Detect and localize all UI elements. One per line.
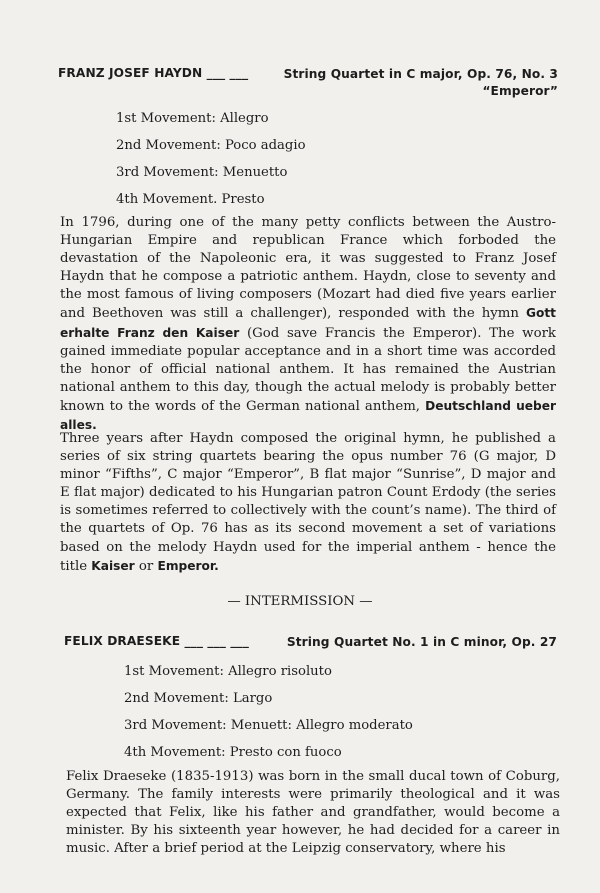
draeseke-movement-list (124, 664, 413, 772)
draeseke-heading (64, 634, 557, 652)
movement-item: 2nd Movement: Largo (124, 691, 273, 706)
quartet-nickname: Kaiser (91, 558, 135, 573)
draeseke-composer: FELIX DRAESEKE ___ ___ ___ (64, 634, 249, 648)
haydn-paragraph-2 (60, 430, 556, 576)
quartet-nickname: Emperor. (157, 558, 219, 573)
movement-item: 3rd Movement: Menuetto (116, 165, 288, 180)
haydn-work-nickname: “Emperor” (482, 84, 558, 98)
haydn-work-title (284, 66, 558, 100)
text-run: Three years after Haydn composed the original hymn, he published a series of six string quartets bearing the opus number 76 (G major, D minor “Fifths”, C major “Emperor”, B flat major “Sunrise”, D major and E flat major) dedicated to his Hungarian patron Count Erdody (the series is sometimes referred to collectively with the count’s name). The third of the quartets of Op. 76 has as its second movement a set of variations based on the melody Haydn used for the imperial anthem - hence the title (60, 431, 556, 574)
text-run: (God save Francis the Emperor). The work gained immediate popular acceptance and in a short time was accorded the honor of official national anthem. It has remained the Austrian national anthem to this day, though the actual melody is probably better known to the words of the German national anthem, (60, 325, 556, 414)
text-run: or (134, 558, 158, 574)
hymn-title: Gott erhalte Franz den Kaiser (60, 306, 556, 340)
draeseke-paragraph-1: Felix Draeseke (1835-1913) was born in the small ducal town of Coburg, Germany. The family interests were primarily theological and it was expected that Felix, like his father and grandfather, would become a minister. By his sixteenth year however, he had decided for a career in music. After a brief period at the Leipzig conservatory, where his (66, 769, 560, 857)
haydn-composer: FRANZ JOSEF HAYDN ___ ___ (58, 66, 249, 80)
draeseke-work-title (287, 634, 557, 651)
intermission-divider: — INTERMISSION — (227, 594, 373, 609)
movement-item: 3rd Movement: Menuett: Allegro moderato (124, 718, 413, 733)
haydn-work-line1: String Quartet in C major, Op. 76, No. 3 (283, 67, 558, 81)
movement-item: 1st Movement: Allegro (116, 111, 269, 126)
movement-item: 2nd Movement: Poco adagio (116, 138, 306, 153)
text-run: In 1796, during one of the many petty conflicts between the Austro-Hungarian Empire and republican France which forboded the devastation of the Napoleonic era, it was suggested to Franz Josef Haydn that he compose a patriotic anthem. Haydn, close to seventy and the most famous of living composers (Mozart had died five years earlier and Beethoven was still a challenger), responded with the hymn (60, 215, 556, 322)
anthem-title: Deutschland ueber alles. (60, 398, 557, 433)
haydn-paragraph-1 (60, 214, 556, 435)
movement-item: 4th Movement. Presto (116, 192, 265, 207)
haydn-movement-list (116, 111, 306, 219)
draeseke-work-line: String Quartet No. 1 in C minor, Op. 27 (286, 635, 557, 649)
movement-item: 4th Movement: Presto con fuoco (124, 745, 342, 760)
haydn-heading (58, 66, 558, 102)
movement-item: 1st Movement: Allegro risoluto (124, 664, 332, 679)
